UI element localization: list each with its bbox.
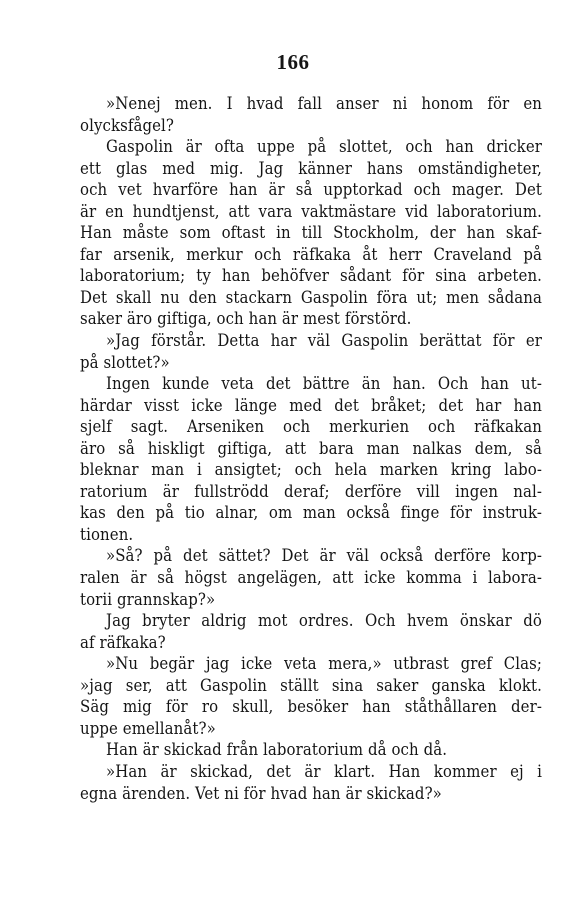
- text-line: af räfkaka?: [80, 632, 166, 652]
- text-line: är en hundtjenst, att vara vaktmästare vid laboratorium.: [80, 201, 542, 221]
- text-line: ett glas med mig. Jag känner hans omständigheter,: [80, 158, 542, 178]
- text-line: härdar visst icke länge med det bråket; det har han: [80, 395, 542, 415]
- text-line: och vet hvarföre han är så upptorkad och mager. Det: [80, 180, 542, 200]
- text-line: uppe emellanåt?»: [80, 718, 216, 738]
- text-line: egna ärenden. Vet ni för hvad han är skickad?»: [80, 783, 442, 803]
- text-line: Han är skickad från laboratorium då och då.: [106, 740, 448, 760]
- text-line: »Nu begär jag icke veta mera,» utbrast gref Clas;: [106, 654, 542, 674]
- text-line: »Han är skickad, det är klart. Han kommer ej i: [106, 761, 542, 781]
- text-line: på slottet?»: [80, 352, 170, 372]
- text-line: Det skall nu den stackarn Gaspolin föra ut; men sådana: [80, 287, 542, 307]
- text-line: olycksfågel?: [80, 115, 175, 135]
- text-line: Ingen kunde veta det bättre än han. Och han ut-: [106, 374, 542, 394]
- text-line: »Jag förstår. Detta har väl Gaspolin berättat för er: [106, 331, 542, 351]
- page-number: 166: [276, 50, 310, 74]
- text-line: Jag bryter aldrig mot ordres. Och hvem önskar dö: [106, 611, 542, 631]
- text-line: Gaspolin är ofta uppe på slottet, och han dricker: [106, 137, 542, 157]
- text-line: far arsenik, merkur och räfkaka åt herr Craveland på: [80, 244, 542, 264]
- text-line: ratorium är fullströdd deraf; derföre vill ingen nal-: [80, 481, 542, 501]
- text-line: bleknar man i ansigtet; och hela marken kring labo-: [80, 460, 542, 480]
- text-line: »Så? på det sättet? Det är väl också derföre korp-: [106, 546, 542, 566]
- body-text: [80, 93, 542, 804]
- text-line: saker äro giftiga, och han är mest förstörd.: [80, 309, 412, 329]
- text-line: »jag ser, att Gaspolin ställt sina saker ganska klokt.: [80, 675, 542, 695]
- text-line: »Nenej men. I hvad fall anser ni honom för en: [106, 94, 542, 113]
- text-line: kas den på tio alnar, om man också finge för instruk-: [80, 503, 542, 523]
- text-line: Han måste som oftast in till Stockholm, der han skaf-: [80, 223, 542, 243]
- text-line: Säg mig för ro skull, besöker han ståthållaren der-: [80, 697, 542, 717]
- text-line: laboratorium; ty han behöfver sådant för sina arbeten.: [80, 266, 542, 286]
- text-line: sjelf sagt. Arseniken och merkurien och räfkakan: [80, 417, 542, 437]
- text-line: torii grannskap?»: [80, 589, 216, 609]
- text-line: tionen.: [80, 524, 134, 544]
- text-line: ralen är så högst angelägen, att icke komma i labora-: [80, 568, 542, 588]
- text-line: äro så hiskligt giftiga, att bara man nalkas dem, så: [80, 438, 542, 458]
